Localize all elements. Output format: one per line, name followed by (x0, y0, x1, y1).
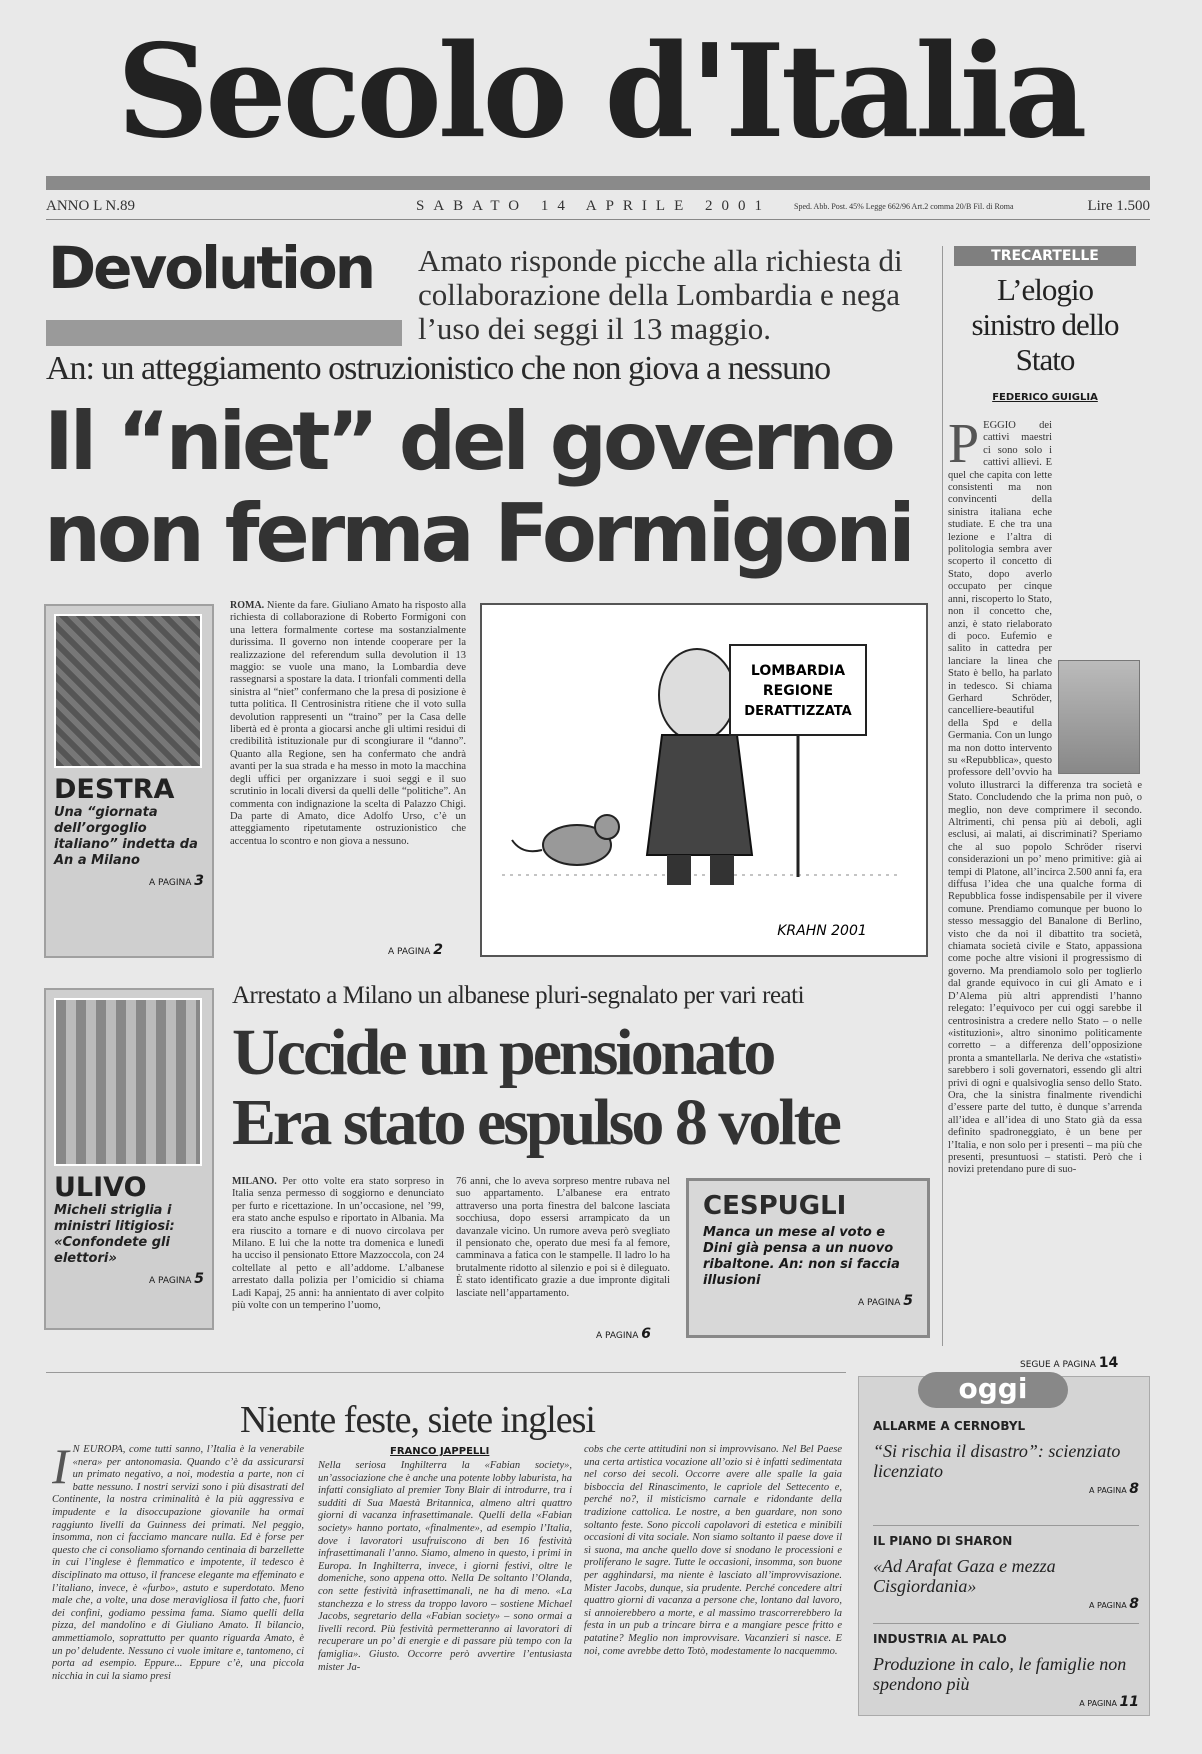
trecartelle-dropcap: P (948, 420, 980, 475)
ref-label: A PAGINA (596, 1331, 639, 1341)
bottom-dropcap: I (52, 1444, 69, 1494)
masthead-rule (46, 176, 1150, 190)
second-body-col-2 (456, 1176, 670, 1322)
oggi-headline-3: Produzione in calo, le famiglie non spendono più (873, 1654, 1127, 1694)
oggi-ref-2 (873, 1596, 1139, 1612)
cespugli-box[interactable] (686, 1178, 930, 1338)
oggi-item-2[interactable] (873, 1525, 1139, 1612)
destra-title: DESTRA (54, 774, 175, 805)
ref-label: A PAGINA (148, 1276, 192, 1286)
oggi-kicker-2: IL PIANO DI SHARON (873, 1534, 1013, 1548)
lead-headline-line-1: Il “niet” del governo (44, 395, 892, 488)
second-dateline: MILANO. (232, 1176, 277, 1187)
oggi-ref-3 (873, 1694, 1139, 1710)
destra-photo (54, 614, 202, 768)
oggi-kicker-3: INDUSTRIA AL PALO (873, 1632, 1007, 1646)
lead-page-ref (388, 942, 443, 958)
ref-number: 3 (194, 873, 204, 889)
ref-label: A PAGINA (1079, 1699, 1117, 1708)
masthead-title: Secolo d'Italia (116, 17, 1084, 167)
bottom-author: FRANCO JAPPELLI (390, 1446, 490, 1457)
ref-label: A PAGINA (388, 947, 431, 957)
trecartelle-body (948, 420, 1142, 1346)
ref-label: A PAGINA (148, 878, 192, 888)
bottom-col-3 (584, 1444, 842, 1748)
second-headline-line-2: Era stato espulso 8 volte (232, 1086, 839, 1159)
second-body-text-2: 76 anni, che lo aveva sorpreso mentre rubava nel suo appartamento. L’albanese era entrato attraverso una porta finestra del balcone lasciata socchiusa, dopo essersi arrampicato da un davanzale vicino. Un rumore aveva però svegliato il pensionato che, operato due mesi fa al femore, camminava a fatica con le stampelle. Il ladro lo ha brutalmente ridotto al silenzio e poi si è dileguato. È stato identificato grazie a due impronte digitali lasciate nell’appartamento. (456, 1176, 670, 1299)
bottom-headline: Niente feste, siete inglesi (240, 1399, 595, 1441)
kicker-bar (46, 320, 402, 346)
oggi-ref-1 (873, 1481, 1139, 1497)
issue-price: Lire 1.500 (1087, 198, 1150, 214)
sign-text-1: LOMBARDIA (750, 663, 846, 679)
destra-text: Una “giornata dell’orgoglio italiano” indetta da An a Milano (54, 805, 198, 868)
ulivo-photo (54, 998, 202, 1166)
ref-number: 2 (433, 942, 444, 958)
cespugli-page-ref (703, 1293, 913, 1309)
ref-number: 8 (1129, 1481, 1139, 1497)
ulivo-page-ref (54, 1271, 204, 1287)
cespugli-title: CESPUGLI (703, 1191, 847, 1221)
cartoon-signature: KRAHN 2001 (777, 923, 867, 939)
dateline-bar (46, 196, 1150, 220)
oggi-item-1[interactable] (873, 1419, 1139, 1497)
second-body-col-1 (232, 1176, 444, 1342)
lead-kicker: Devolution (48, 234, 374, 302)
ref-label: A PAGINA (857, 1298, 901, 1308)
oggi-box (858, 1376, 1150, 1716)
second-overline: Arrestato a Milano un albanese pluri-segnalato per vari reati (232, 982, 805, 1009)
sign-text-2: REGIONE (762, 683, 834, 699)
second-headline (232, 1018, 942, 1158)
bottom-col-1-text: N EUROPA, come tutti sanno, l’Italia è la venerabile «nera» per antonomasia. Quando c’è da assicurarsi un primato negativo, a noi, modestia a parte, non ci batte nessuno. I nostri servizi sono i più disastrati del Continente, la nostra criminalità è la più aggressiva e impudente e la disoccupazione giovanile ha ormai raggiunto livelli da Guinness dei primati. Nel peggio, insomma, non ci facciamo mancare nulla. Ed è forse per questo che ci consoliamo sfornando centinaia di barzellette in cui l’inglese è flemmatico e impotente, il tedesco è disciplinato ma ottuso, il francese elegante ma effeminato e l’italiano, invece, è «furbo», astuto e superdotato. Meno male che, a volte, una dose meravigliosa il fatto che, fuori dei confini, godiamo pessima fama. Siamo quelli della pizza, del mandolino e di Giuliano Amato. Il bilancio, ammettiamolo, soprattutto per quanto riguarda Amato, è un po’ deludente. Nessuno ci vuole imitare e, tantomeno, ci porta ad esempio. Eppure... Eppure c’è, una piccola nicchia in cui la siamo presi (52, 1444, 304, 1682)
bottom-col-1 (52, 1444, 304, 1748)
ref-number: 5 (903, 1293, 913, 1309)
ulivo-box[interactable] (44, 988, 214, 1330)
ref-number: 6 (641, 1326, 652, 1342)
lead-deck: Amato risponde picche alla richiesta di collaborazione della Lombardia e nega l’uso dei seggi il 13 maggio. (418, 243, 903, 346)
ref-label: A PAGINA (1089, 1601, 1127, 1610)
cartoon (480, 603, 928, 957)
continue-number: 14 (1098, 1355, 1119, 1371)
trecartelle-continue (1020, 1355, 1118, 1371)
lead-body (230, 600, 466, 938)
destra-page-ref (54, 873, 204, 889)
bottom-col-2-text: Nella seriosa Inghilterra la «Fabian society», un’associazione che è anche una potente lobby laburista, ha infatti consigliato al premier Tony Blair di introdurre, tra i sudditi di Sua Maestà Britannica, almeno altri quattro giorni di vacanza infrasettimanale. Quelli della «Fabian society» hanno portato, «finalmente», ad esempio l’Italia, dove i lavoratori usufruiscono di ben 16 festività infrasettimanali l’anno. Siamo, almeno in questo, i primi in Europa. In Inghilterra, invece, i giorni festivi, oltre le domeniche, sono appena otto. Nella De soltanto l’Olanda, con sette festività infrasettimanali, ne ha di meno. «La stanchezza e lo stress da troppo lavoro – sostiene Michael Jacobs, segretario della «Fabian society» – sono ormai a livelli record. Più festività permetteranno ai lavoratori di recuperare un po’ di energie e di passare più tempo con la famiglia». Giusto. Occorre però avvertire l’entusiasta mister Ja- (318, 1460, 572, 1673)
cartoon-drawing (482, 605, 926, 955)
second-page-ref (596, 1326, 651, 1342)
lead-headline (44, 396, 944, 580)
trecartelle-text: EGGIO dei cattivi maestri ci sono solo i cattivi allievi. E quel che capita con lette consistenti ma non convincenti della sinistra italiana eche studiate. E che tra una lezione e l’altra di politologia sembra aver scoperto il concetto di Stato, dopo averlo occupato per cinque anni, riscoperto lo Stato, non il concetto che, anzi, è stato rielaborato di poco. Eufemio e salito in cattedra per lanciare la linea che Stato è bello, ha parlato in tedesco. Si chiama Gerhard Schröder, cancelliere-beautiful della Spd e della Germania. Con un lungo ma non dotto intervento su «Repubblica», questo professore dell’ovvio ha voluto illustrarci la differenza tra società e Stato. Concludendo che la prima non può, o meglio, non deve comprimere il secondo. Altrimenti, chi pensa più ai deboli, agli esclusi, ai malati, ai discriminati? Speriamo che al suo popolo Schröder riservi considerazioni un po’ meno primitive: già ai tempi di Platone, all’incirca 2.500 anni fa, era diffusa l’idea che una qualche forma di Repubblica fosse indispensabile per il vivere comune. Prendiamo comunque per buono lo stesso messaggio del Banalone di Berlino, visto che da noi il dibattito tra società, chiamata società civile e Stato, appassiona come poche altre visioni il progressismo di governo. Ma prendiamolo solo per toglierlo dal grande equivoco in cui gli Amato e i D’Alema più altri apprendisti l’hanno relegato: l’equivoco per cui oggi sarebbe il centrosinistra a credere nello Stato – o nelle «istituzioni», altro sinonimo politicamente corretto – a differenza dell’opposizione pronta a smantellarla. Ne deriva che «statisti» sarebbero i soli governatori, essendo gli altri privi di ogni e qualsivoglia senso dello Stato. Ora, che la sinistra finalmente rivendichi d’essere parte del tutto, è dunque s’arrenda all’idea e all’idea di uno Stato già da essa definito spadroneggiato, è un bene per l’Italia, e non solo per i presenti – ma più che presenti, presuntuosi – statisti. Però che i novizi pretendano pure di suo- (948, 420, 1142, 1176)
continue-label: SEGUE A PAGINA (1020, 1360, 1096, 1370)
postal-info: Sped. Abb. Post. 45% Legge 662/96 Art.2 comma 20/B Fil. di Roma (794, 202, 1014, 211)
trecartelle-label: TRECARTELLE (954, 246, 1136, 266)
destra-box[interactable] (44, 604, 214, 958)
oggi-item-3[interactable] (873, 1623, 1139, 1710)
ref-number: 8 (1129, 1596, 1139, 1612)
lead-overline: An: un atteggiamento ostruzionistico che non giova a nessuno (46, 350, 831, 387)
ulivo-title: ULIVO (54, 1172, 147, 1203)
trecartelle-title: L’elogio sinistro dello Stato (971, 272, 1119, 377)
trecartelle-author: FEDERICO GUIGLIA (992, 392, 1098, 403)
sign-text-3: DERATTIZZATA (744, 704, 852, 719)
author-photo (1058, 660, 1140, 774)
lead-headline-line-2: non ferma Formigoni (44, 487, 912, 580)
lead-body-text: Niente da fare. Giuliano Amato ha risposto alla richiesta di collaborazione di Roberto Formigoni con una lettera formalmente cortese ma sostanzialmente durissima. Il governo non intende cooperare per la realizzazione del referendum sulla devolution il 13 maggio: se vuole una mano, la Lombardia deve rassegnarsi a spostare la data. I trionfali commenti della sinistra al “niet” confermano che la presa di posizione è tutta politica. Il Centrosinistra ritiene che il voto sulla devolution rappresenti un “traino” per la Casa delle libertà ed è pronta a giocarsi anche gli ultimi residui di credibilità istituzionale pur di scongiurare il “danno”. Quanto alla Regione, sen ha confermato che andrà avanti per la sua strada e ha messo in moto la macchina degli uffici per organizzare i suoi seggi e il suo scrutinio in locali diversi da quelli delle “politiche”. An commenta con indignazione la scelta di Palazzo Chigi. Da parte di Amato, dice Adolfo Urso, c’è un atteggiamento ripetutamente ostruzionistico che accentua lo scontro e non giova a nessuno. (230, 600, 466, 847)
bottom-col-3-text: cobs che certe attitudini non si improvvisano. Nel Bel Paese una certa artistica vocazione all’ozio si è infatti sedimentata nel corso dei secoli. Occorre avere alle spalle la gaia bisboccia del Rinascimento, le capriole del Settecento e, perché no?, il misticismo carnale e ridondante della tradizione cattolica. Le nostre, a ben guardare, non sono soltanto feste. Sono piccoli capolavori di estetica e minibili occasioni di vita sociale. Non siamo soltanto il paese dove il sì suona, ma anche quello dove si snodano le processioni e proliferano le sagre. Tutte le occasioni, insomma, son buone per agghindarsi, ma niente è lasciato all’improvvisazione. Mister Jacobs, dunque, sia prudente. Perché concedere altri quattro giorni di vacanza a persone che, lontano dal lavoro, si annoierebbero a morte, e al massimo trascorrerebbero la festa in un pub a trincare birra e a mangiare pesce fritto e patatine? Meglio non improvvisare. Vacanzieri si nasce. E noi, come avrebbe detto Totò, modestamente lo nacquemmo. (584, 1444, 842, 1657)
section-divider (46, 1372, 846, 1373)
oggi-headline-1: “Si rischia il disastro”: scienziato licenziato (873, 1441, 1121, 1481)
column-divider (942, 246, 943, 1346)
oggi-headline-2: «Ad Arafat Gaza e mezza Cisgiordania» (873, 1556, 1056, 1596)
oggi-label: oggi (918, 1372, 1068, 1408)
ref-number: 11 (1119, 1694, 1139, 1710)
cespugli-text: Manca un mese al voto e Dini già pensa a un nuovo ribaltone. An: non si faccia illusioni (703, 1225, 900, 1288)
oggi-kicker-1: ALLARME A CERNOBYL (873, 1419, 1026, 1433)
ref-label: A PAGINA (1089, 1486, 1127, 1495)
issue-number: ANNO L N.89 (46, 198, 136, 214)
issue-date: SABATO 14 APRILE 2001 (416, 198, 771, 214)
second-headline-line-1: Uccide un pensionato (232, 1016, 774, 1089)
ulivo-text: Micheli striglia i ministri litigiosi: «Confondete gli elettori» (54, 1203, 175, 1266)
ref-number: 5 (194, 1271, 204, 1287)
bottom-col-2 (318, 1460, 572, 1748)
second-body-text-1: Per otto volte era stato sorpreso in Italia senza permesso di soggiorno e denunciato per furto e ricettazione. In un’occasione, nel ’99, era stato anche espulso e riportato in Albania. Ma era riuscito a tornare e di nuovo circolava per Milano. E lui che la notte tra domenica e lunedì ha ucciso il pensionato Ettore Mazzoccola, con 24 coltellate al petto e all’addome. L’albanese arrestato dalla polizia per l’omicidio si chiama Ladi Kapaj, 25 anni: ha annientato di aver colpito più volte con un temperino l’uomo, (232, 1176, 444, 1312)
lead-dateline: ROMA. (230, 600, 265, 611)
